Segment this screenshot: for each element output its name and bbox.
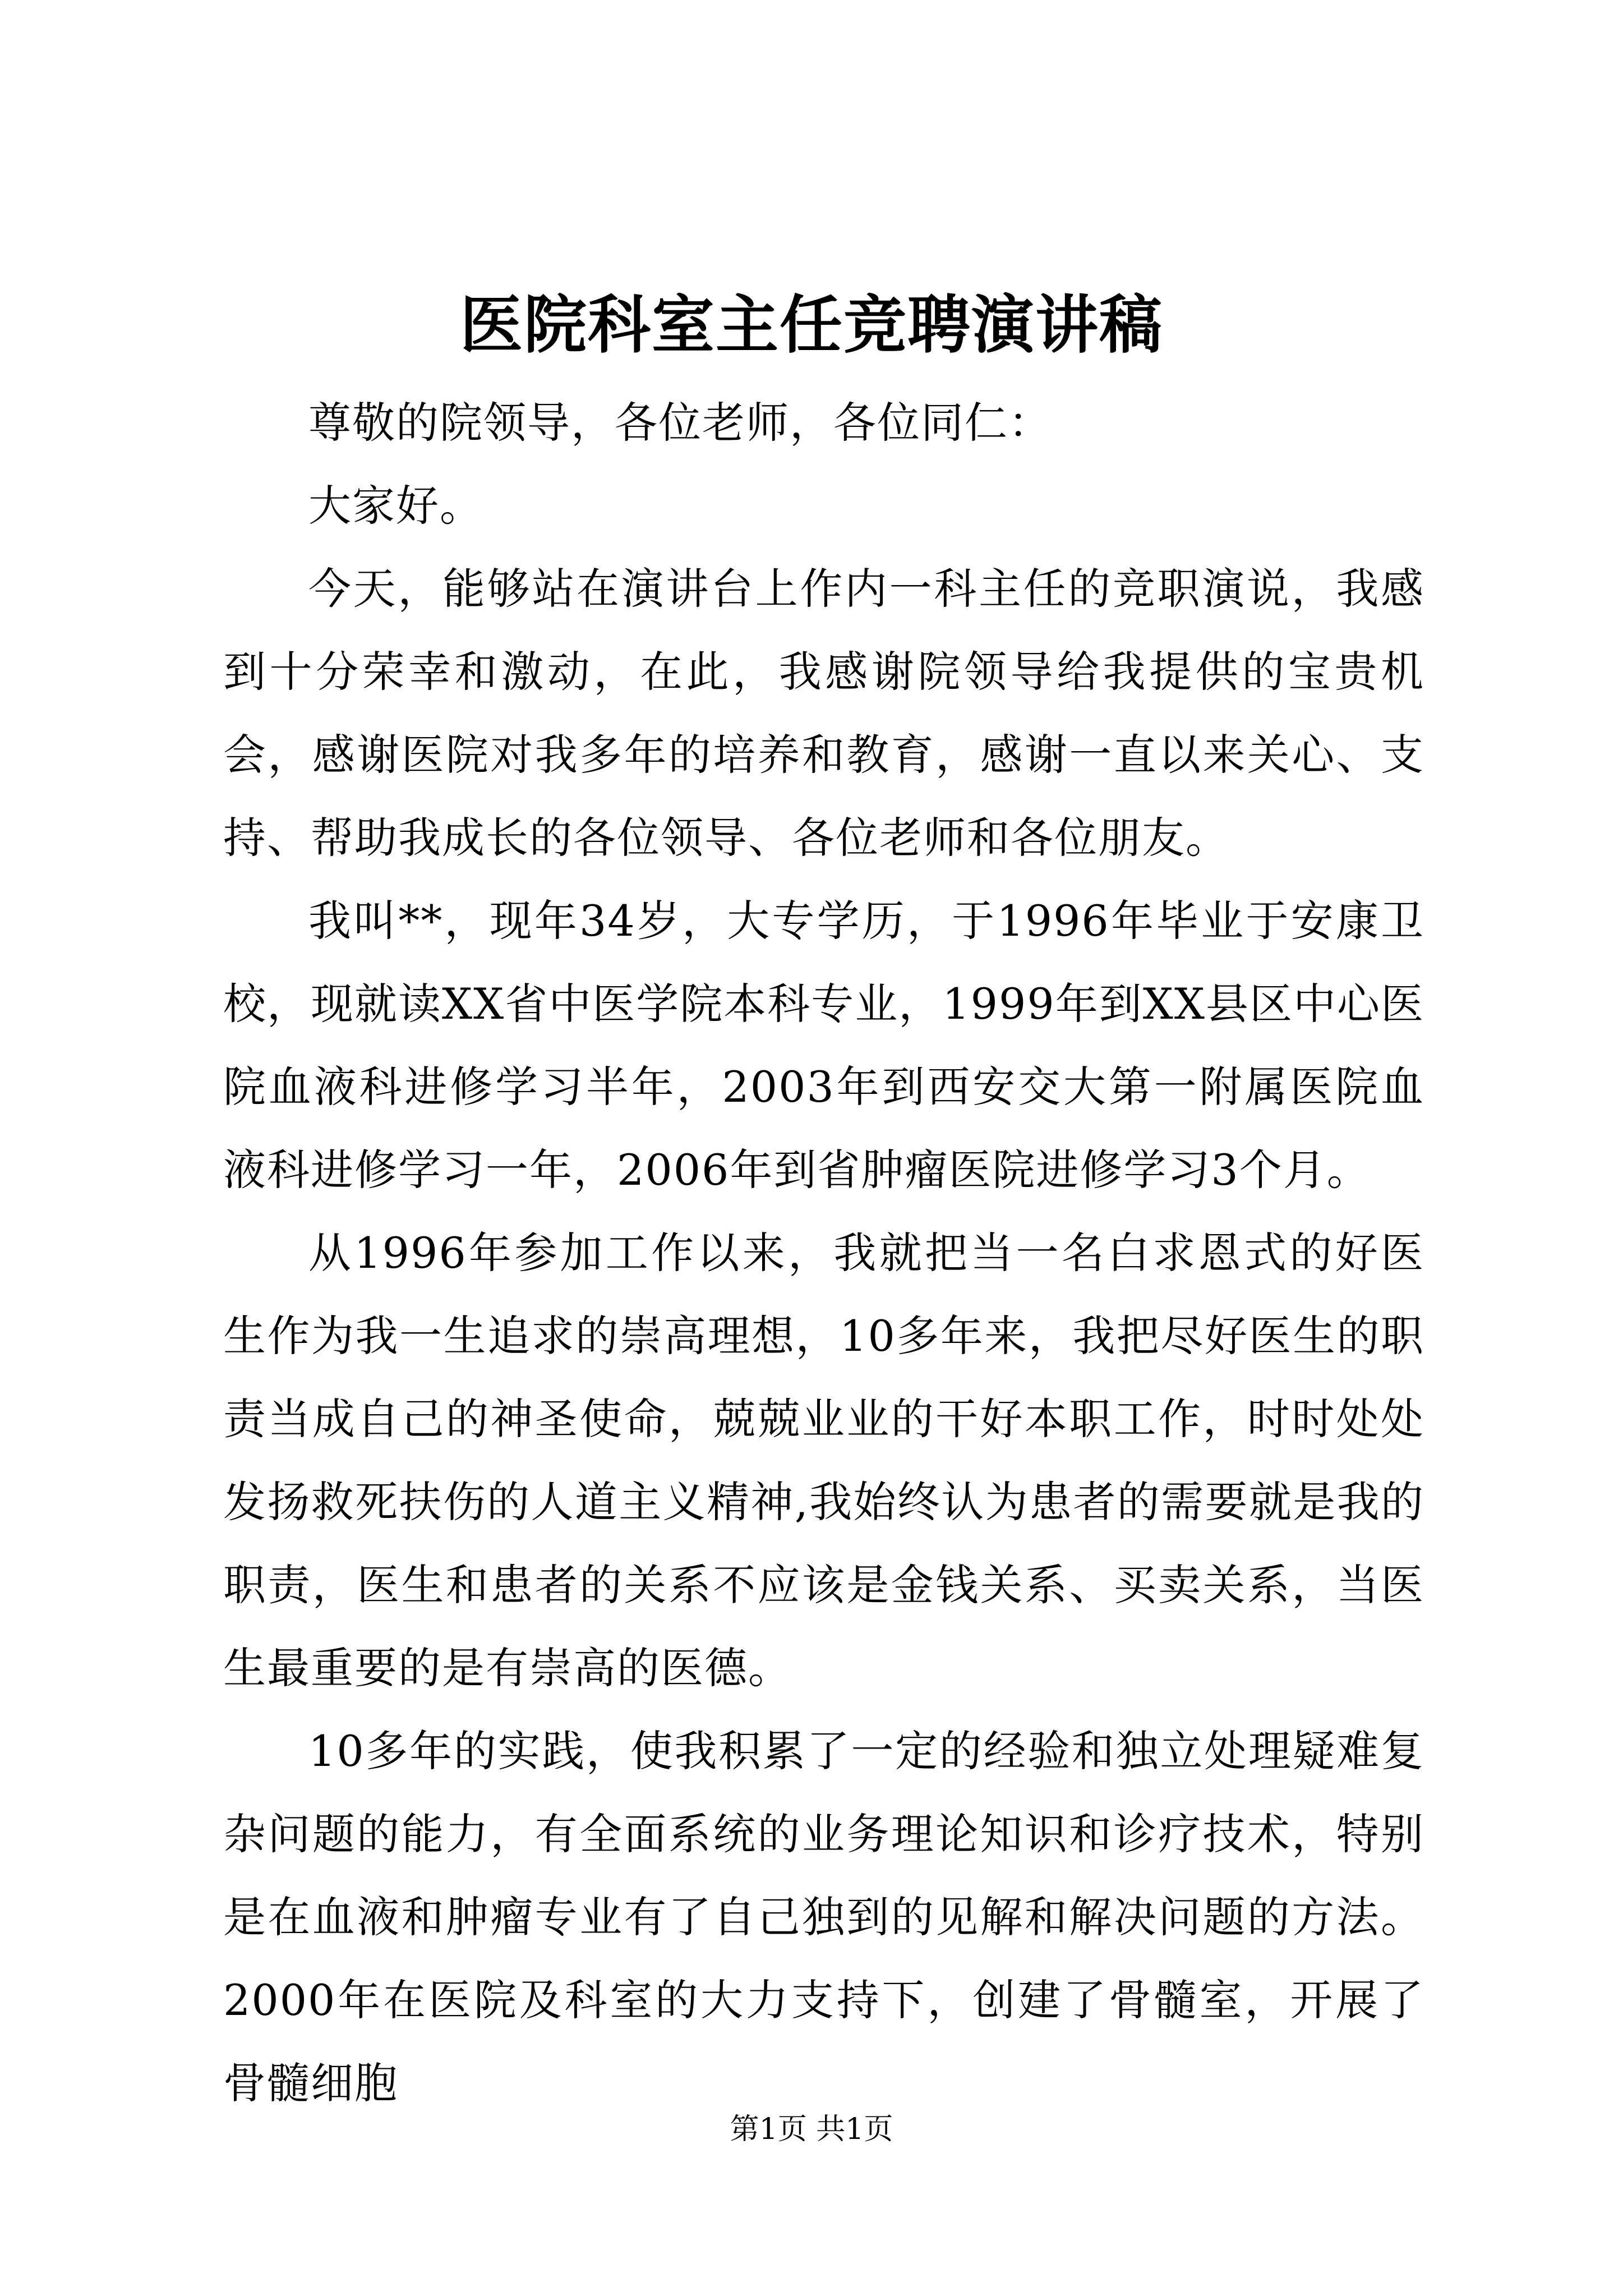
page-number-footer: 第1页 共1页 — [730, 2113, 893, 2146]
document-body — [223, 381, 1424, 2125]
ideals-paragraph: 从1996年参加工作以来，我就把当一名白求恩式的好医生作为我一生追求的崇高理想，10多年来，我把尽好医生的职责当成自己的神圣使命，兢兢业业的干好本职工作，时时处处发扬救死扶伤的人道主义精神,我始终认为患者的需要就是我的职责，医生和患者的关系不应该是金钱关系、买卖关系，当医生最重要的是有崇高的医德。 — [223, 1228, 1424, 1693]
thanks-paragraph: 今天，能够站在演讲台上作内一科主任的竞职演说，我感到十分荣幸和激动，在此，我感谢院领导给我提供的宝贵机会，感谢医院对我多年的培养和教育，感谢一直以来关心、支持、帮助我成长的各位领导、各位老师和各位朋友。 — [223, 564, 1424, 863]
background-paragraph: 我叫**，现年34岁，大专学历，于1996年毕业于安康卫校，现就读XX省中医学院本科专业，1999年到XX县区中心医院血液科进修学习半年，2003年到西安交大第一附属医院血液科进修学习一年，2006年到省肿瘤医院进修学习3个月。 — [223, 896, 1424, 1195]
document-title: 医院科室主任竞聘演讲稿 — [460, 288, 1163, 362]
salutation-paragraph: 尊敬的院领导，各位老师，各位同仁： — [308, 398, 1052, 448]
greeting-paragraph: 大家好。 — [308, 481, 483, 531]
experience-paragraph: 10多年的实践，使我积累了一定的经验和独立处理疑难复杂问题的能力，有全面系统的业务理论知识和诊疗技术，特别是在血液和肿瘤专业有了自己独到的见解和解决问题的方法。2000年在医院及科室的大力支持下，创建了骨髓室，开展了骨髓细胞 — [223, 1726, 1424, 2108]
